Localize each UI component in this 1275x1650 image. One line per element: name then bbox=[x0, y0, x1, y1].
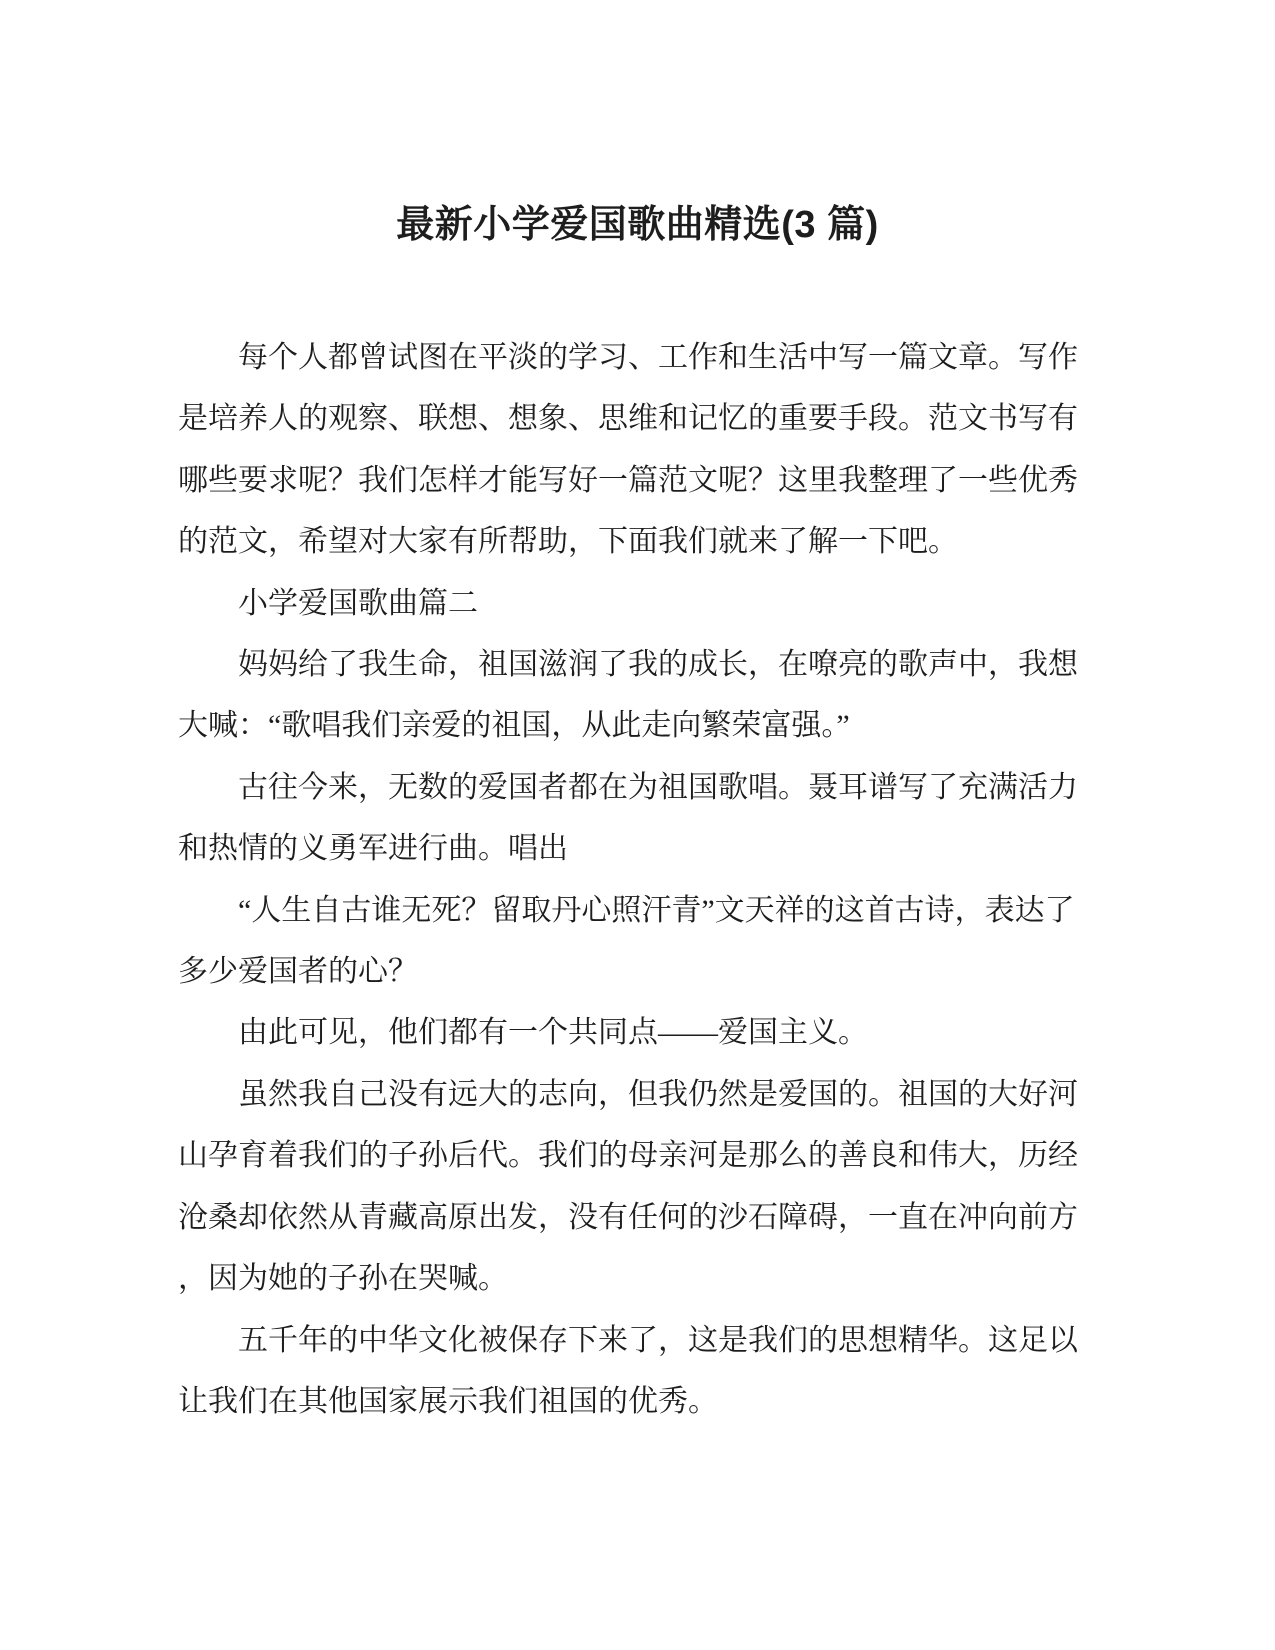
text-line: “人生自古谁无死？留取丹心照汗青”文天祥的这首古诗，表达了 bbox=[238, 893, 1075, 927]
text-line: 古往今来，无数的爱国者都在为祖国歌唱。聂耳谱写了充满活力 bbox=[238, 770, 1078, 804]
paragraph bbox=[178, 573, 1080, 634]
paragraph bbox=[178, 327, 1080, 573]
paragraph bbox=[178, 1064, 1080, 1310]
text-line: 虽然我自己没有远大的志向，但我仍然是爱国的。祖国的大好河 bbox=[238, 1077, 1078, 1111]
paragraph bbox=[178, 1310, 1080, 1433]
text-line: 哪些要求呢？我们怎样才能写好一篇范文呢？这里我整理了一些优秀 bbox=[178, 463, 1078, 497]
paragraph bbox=[178, 634, 1080, 757]
text-line: 是培养人的观察、联想、想象、思维和记忆的重要手段。范文书写有 bbox=[178, 402, 1078, 436]
text-line: 小学爱国歌曲篇二 bbox=[238, 586, 478, 620]
paragraph bbox=[178, 880, 1080, 1003]
text-line: 让我们在其他国家展示我们祖国的优秀。 bbox=[178, 1384, 718, 1418]
text-line: 多少爱国者的心？ bbox=[178, 955, 418, 989]
text-line: 每个人都曾试图在平淡的学习、工作和生活中写一篇文章。写作 bbox=[238, 341, 1078, 374]
text-line: 的范文，希望对大家有所帮助，下面我们就来了解一下吧。 bbox=[178, 525, 958, 559]
text-line: 沧桑却依然从青藏高原出发，没有任何的沙石障碍，一直在冲向前方 bbox=[178, 1200, 1078, 1234]
document-title: 最新小学爱国歌曲精选(3 篇) bbox=[396, 204, 879, 246]
text-line: 五千年的中华文化被保存下来了，这是我们的思想精华。这足以 bbox=[238, 1323, 1078, 1357]
paragraph bbox=[178, 1002, 1080, 1063]
paragraph bbox=[178, 757, 1080, 880]
text-line: ，因为她的子孙在哭喊。 bbox=[178, 1262, 508, 1296]
text-line: 大喊：“歌唱我们亲爱的祖国，从此走向繁荣富强。” bbox=[178, 709, 850, 743]
text-line: 和热情的义勇军进行曲。唱出 bbox=[178, 832, 568, 866]
text-line: 妈妈给了我生命，祖国滋润了我的成长，在嘹亮的歌声中，我想 bbox=[238, 648, 1078, 682]
text-line: 山孕育着我们的子孙后代。我们的母亲河是那么的善良和伟大，历经 bbox=[178, 1139, 1078, 1173]
document-body bbox=[178, 327, 1080, 1432]
text-line: 由此可见，他们都有一个共同点——爱国主义。 bbox=[238, 1016, 868, 1050]
